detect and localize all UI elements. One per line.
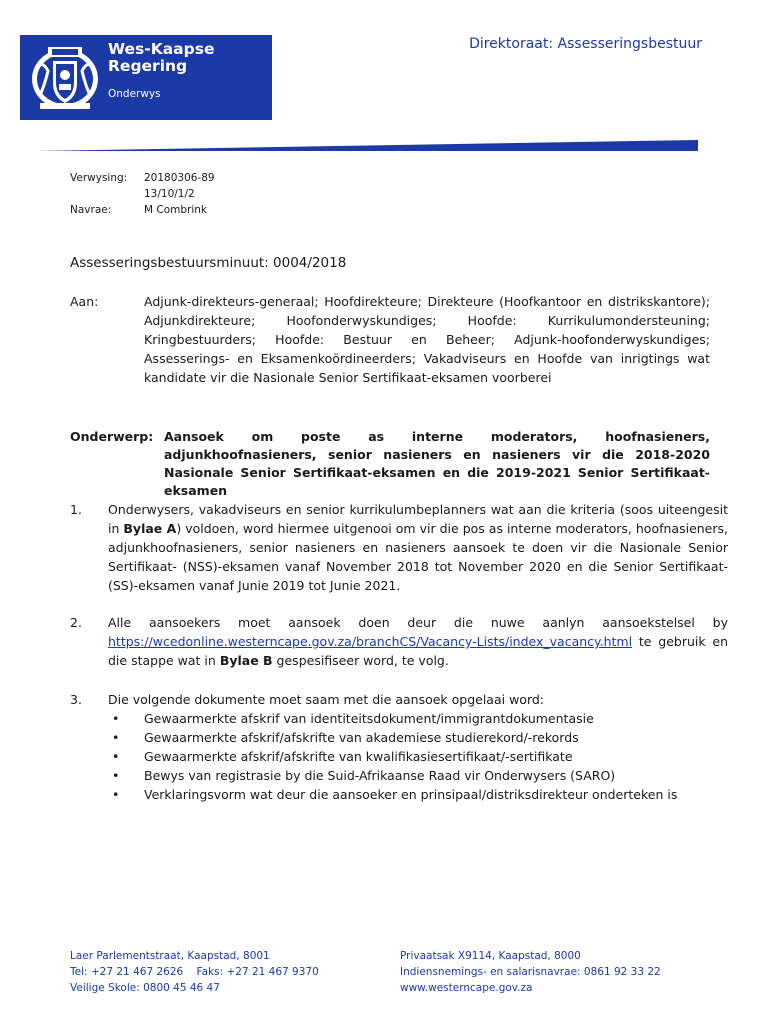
reference-block	[70, 170, 215, 218]
footer-left	[70, 948, 319, 996]
directorate-title: Direktoraat: Assesseringsbestuur	[469, 36, 702, 52]
paragraph-text	[108, 500, 728, 595]
subject-block	[70, 428, 710, 500]
bylae-a-ref: Bylae A	[123, 521, 177, 536]
paragraph-number: 2.	[70, 615, 82, 630]
logo-title-line2: Regering	[108, 57, 188, 75]
subject-label: Onderwerp:	[70, 429, 154, 444]
verwysing-value: 20180306-89	[144, 172, 215, 184]
navrae-value: M Combrink	[144, 204, 208, 216]
navrae-label: Navrae:	[70, 204, 112, 216]
list-item: • Bewys van registrasie by die Suid-Afrikaanse Raad vir Onderwysers (SARO)	[108, 766, 728, 785]
aan-text: Adjunk-direkteurs-generaal; Hoofdirekteure; Direkteure (Hoofkantoor en distrikskantore); Adjunkdirekteure; Hoofonderwyskundiges; Hoofde: Kurrikulumondersteuning; Kringbestuurders; Hoofde: Bestuur en Beheer; Adjunk-hoofonderwyskundiges; Assesserings- en Eksamenkoördineerders; Vakadviseurs en Hoofde van inrigtings wat kandidate vir die Nasionale Senior Sertifikaat-eksamen voorberei	[144, 294, 710, 385]
paragraph-2	[70, 613, 728, 670]
bylae-b-ref: Bylae B	[219, 653, 273, 668]
paragraph-3	[70, 690, 728, 804]
list-item: • Gewaarmerkte afskrif/afskrifte van akademiese studierekord/-rekords	[108, 728, 728, 747]
list-item: • Gewaarmerkte afskrif/afskrifte van kwalifikasiesertifikaat/-sertifikate	[108, 747, 728, 766]
coat-of-arms-icon	[26, 39, 104, 115]
footer-safe-schools: Veilige Skole: 0800 45 46 47	[70, 982, 220, 994]
header-divider	[36, 140, 698, 152]
vacancy-link[interactable]: https://wcedonline.westerncape.gov.za/branchCS/Vacancy-Lists/index_vacancy.html	[108, 634, 633, 649]
footer-hr-line: Indiensnemings- en salarisnavrae: 0861 92 33 22	[400, 966, 661, 978]
footer-postal: Privaatsak X9114, Kaapstad, 8000	[400, 950, 581, 962]
logo-block	[20, 35, 272, 120]
paragraph-number: 3.	[70, 692, 82, 707]
footer-right	[400, 948, 661, 996]
verwysing-label: Verwysing:	[70, 172, 128, 184]
subject-text: Aansoek om poste as interne moderators, hoofnasieners, adjunkhoofnasieners, senior nasieners en nasieners vir die 2018-2020 Nasionale Senior Sertifikaat-eksamen en die 2019-2021 Senior Sertifikaat-eksamen	[164, 429, 710, 498]
paragraph-1	[70, 500, 728, 595]
document-list	[108, 709, 728, 804]
footer-website: www.westerncape.gov.za	[400, 982, 533, 994]
paragraph-text	[108, 613, 728, 670]
text-segment: Alle aansoekers moet aansoek doen deur die nuwe aanlyn aansoekstelsel by	[108, 615, 728, 630]
logo-subtitle: Onderwys	[108, 88, 161, 100]
verwysing-value-2: 13/10/1/2	[144, 188, 195, 200]
addressee-block	[70, 292, 710, 387]
list-item: • Verklaringsvorm wat deur die aansoeker en prinsipaal/distriksdirekteur onderteken is	[108, 785, 728, 804]
footer-phone: Tel: +27 21 467 2626 Faks: +27 21 467 9370	[70, 966, 319, 978]
paragraph-text	[108, 690, 728, 804]
footer-address: Laer Parlementstraat, Kaapstad, 8001	[70, 950, 270, 962]
text-segment: Onderwysers, vakadviseurs en senior kurrikulumbeplanners wat aan die kriteria (soos uiteengesit in	[108, 502, 728, 536]
minute-title: Assesseringsbestuursminuut: 0004/2018	[70, 255, 347, 271]
logo-title	[108, 41, 214, 75]
text-segment: ) voldoen, word hiermee uitgenooi om vir die pos as interne moderators, hoofnasieners, adjunkhoofnasieners, senior nasieners en nasieners aansoek te doen vir die Nasionale Senior Sertifikaat- (NSS)-eksamen vanaf November 2018 tot November 2020 en die Senior Sertifikaat- (SS)-eksamen vanaf Junie 2019 tot Junie 2021.	[108, 521, 728, 593]
list-item: • Gewaarmerkte afskrif van identiteitsdokument/immigrantdokumentasie	[108, 709, 728, 728]
logo-title-line1: Wes-Kaapse	[108, 40, 215, 58]
paragraph-number: 1.	[70, 502, 82, 517]
paragraph-intro: Die volgende dokumente moet saam met die aansoek opgelaai word:	[108, 692, 545, 707]
text-segment: gespesifiseer word, te volg.	[272, 653, 449, 668]
text-segment: te gebruik en die stappe wat in	[108, 634, 728, 668]
aan-label: Aan:	[70, 294, 99, 309]
